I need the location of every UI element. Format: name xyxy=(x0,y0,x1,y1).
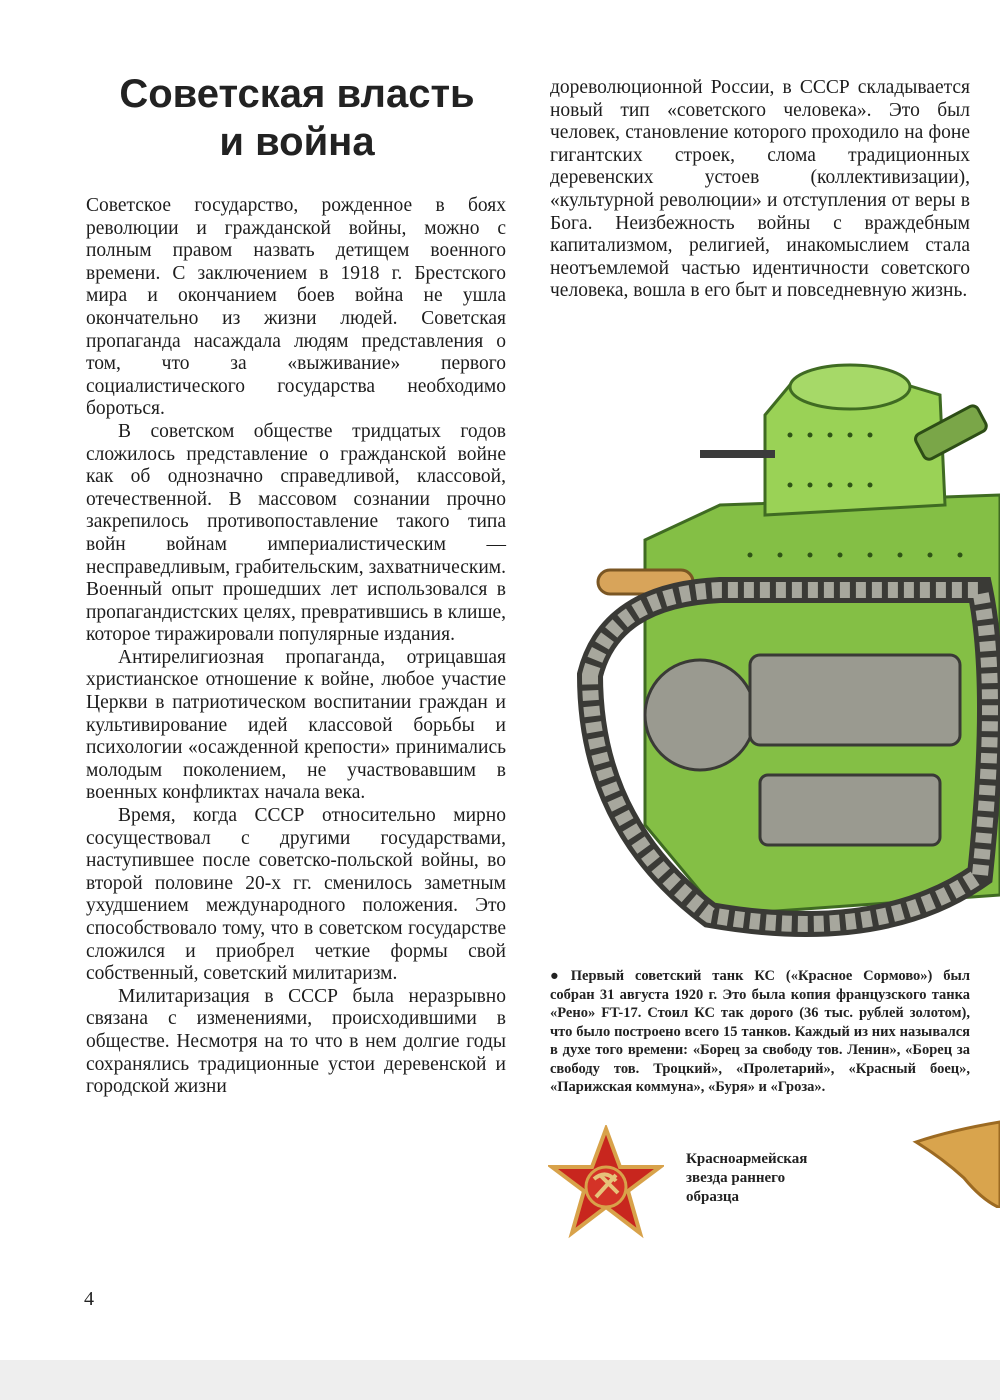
emblem-caption-line-3: образца xyxy=(686,1189,740,1205)
emblem-caption-line-2: звезда раннего xyxy=(686,1170,786,1186)
paragraph-2: В советском обществе тридцатых годов сложилось представление о гражданской войне как об однозначно справедливой, классовой, отечественной. В массовом сознании прочно закрепилось противопоставление такого типа войн войнам империалистическим — несправедливым, грабительским, захватническим. Военный опыт прошедших лет использовался в пропагандистских целях, превратившись в клише, которое тиражировали популярные издания. xyxy=(86,420,506,646)
paragraph-continuation: дореволюционной России, в СССР складывается новый тип «советского человека». Это был человек, становление которого проходило на фоне гигантских строек, слома традиционных деревенских устоев (коллективизации), «культурной революции» и отступления от веры в Бога. Неизбежность войны с враждебным капитализмом, религией, инакомыслием стала неотъемлемой частью идентичности советского человека, вошла в его быт и повседневную жизнь. xyxy=(550,77,970,302)
emblem-caption xyxy=(686,1150,886,1207)
red-army-star-emblem xyxy=(548,1125,664,1241)
page-title xyxy=(82,70,512,166)
caption-bullet: ● xyxy=(550,968,559,984)
paragraph-4: Время, когда СССР относительно мирно сосуществовал с другими государствами, наступившее после советско-польской войны, во второй половине 20-х гг. сменилось заметным ухудшением международного положения. Это способствовало тому, что в советском государстве сложился и приобрел четкие формы свой собственный, советский милитаризм. xyxy=(86,805,506,985)
tank-illustration xyxy=(550,355,1000,945)
machine-gun xyxy=(700,450,775,458)
page-number: 4 xyxy=(84,1288,94,1310)
page-bottom-band xyxy=(0,1360,1000,1400)
title-line-1: Советская власть xyxy=(119,72,475,116)
paragraph-1: Советское государство, рожденное в боях революции и гражданской войны, можно с полным правом назвать детищем военного времени. С заключением в 1918 г. Брестского мира и окончанием боев война не ушла окончательно из жизни людей. Советская пропаганда насаждала людям представления о том, что за «выживание» первого социалистического государства необходимо бороться. xyxy=(86,195,506,420)
partial-gold-star xyxy=(912,1108,1000,1208)
right-text-column xyxy=(550,77,970,303)
paragraph-5: Милитаризация в СССР была неразрывно связана с изменениями, происходившими в обществе. Несмотря на то что в нем долгие годы сохранялись традиционные устои деревенской и городской жизни xyxy=(86,985,506,1098)
paragraph-3: Антирелигиозная пропаганда, отрицавшая христианское отношение к войне, любое участие Церкви в патриотическом воспитании граждан и культивирование идей классовой борьбы и психологии «осажденной крепости» принимались молодым поколением, не участвовавшим в военных конфликтах начала века. xyxy=(86,646,506,804)
left-text-column xyxy=(86,195,506,1099)
title-line-2: и война xyxy=(219,120,375,164)
tank-caption-text: Первый советский танк КС («Красное Сормово») был собран 31 августа 1920 г. Это была копия французского танка «Рено» FT-17. Стоил КС так дорого (36 тыс. рублей золотом), что было построено всего 15 танков. Каждый из них назывался в духе того времени: «Борец за свободу тов. Ленин», «Борец за свободу тов. Троцкий», «Пролетарий», «Красный боец», «Парижская коммуна», «Буря» и «Гроза». xyxy=(550,968,970,1095)
emblem-caption-line-1: Красноармейская xyxy=(686,1151,808,1167)
turret-cupola xyxy=(790,365,910,409)
tank-caption xyxy=(550,967,970,1097)
